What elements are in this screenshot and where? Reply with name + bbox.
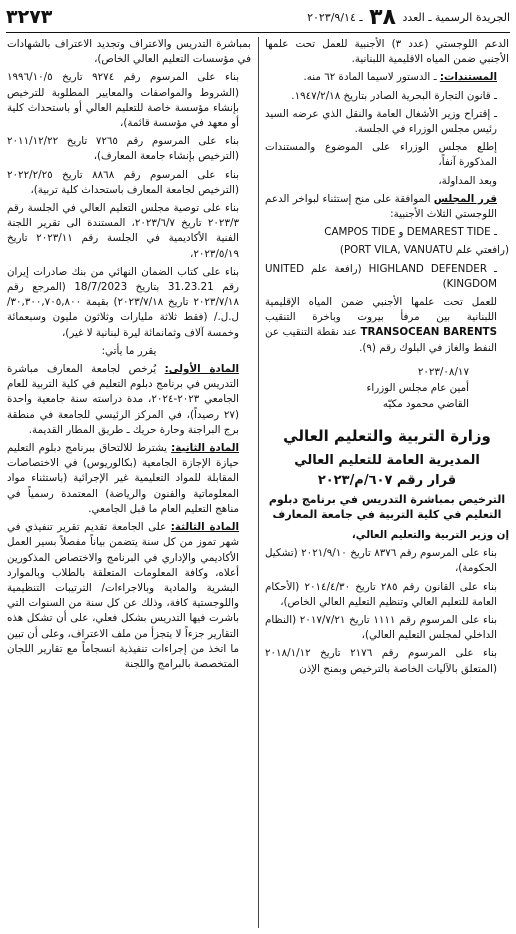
article-1-label: المادة الأولى: — [164, 363, 239, 376]
council-decision-text: الموافقة على منح إستثناء لبواخر الدعم اللوجستي الثلاث الأجنبية: — [265, 192, 497, 221]
signature-date: ٢٠٢٣/٠٨/١٧ — [417, 365, 469, 378]
decides-heading: يقرر ما يأتي: — [101, 344, 157, 357]
legal-basis: بناء على المرسوم رقم ٧٢٦٥ تاريخ ٢٠١١/١٢/٢٢ (الترخيص بإنشاء جامعة المعارف)، — [7, 135, 239, 163]
gazette-name: الجريدة الرسمية ـ العدد — [402, 10, 510, 24]
article-2-label: المادة الثانية: — [171, 442, 240, 455]
issue-date: ـ ٢٠٢٣/٩/١٤ — [307, 10, 363, 24]
minister-intro: إن وزير التربية والتعليم العالي، — [351, 529, 509, 542]
paragraph: ـ إقتراح وزير الأشغال العامة والنقل الذي عرضه السيد رئيس مجلس الوزراء في الجلسة. — [265, 107, 497, 136]
article-3-label: المادة الثالثة: — [170, 521, 239, 534]
signature-name: القاضي محمود مكيّه — [382, 397, 469, 410]
documents-line — [265, 70, 509, 85]
column-divider — [258, 37, 259, 928]
council-decision — [265, 192, 509, 222]
council-decision-label: قرر المجلس — [433, 192, 497, 205]
ship-names: CAMPOS TIDE و DEMAREST TIDE — [324, 226, 491, 239]
legal-basis: بناء على المرسوم رقم ٢١٧٦ تاريخ ٢٠١٨/١/١٢ (المتعلق بالآليات الخاصة بالترخيص وبمنح الإذن — [265, 647, 497, 675]
documents-item: ـ الدستور لاسيما المادة ٦٢ منه. — [303, 71, 440, 84]
ship-operation-text: للعمل تحت علمها الأجنبي ضمن المياه الإقليمية اللبنانية بين مرفأ بيروت وباخرة التنقيب — [265, 296, 497, 324]
legal-basis: بناء على القانون رقم ٢٨٥ تاريخ ٢٠١٤/٤/٣٠ (الأحكام العامة للتعليم العالي وتنظيم التعليم العالي الخاص)، — [265, 580, 497, 608]
ship-operation-text-end: عند نقطة التنقيب عن النفط والغاز في البلوك رقم (٩). — [265, 326, 497, 354]
paragraph: الدعم اللوجستي (عدد ٣) الأجنبية للعمل تحت علمها الأجنبي ضمن المياه الاقليمية اللبنانية. — [265, 38, 509, 66]
right-column — [265, 37, 509, 930]
signature-block — [265, 364, 509, 412]
article-1 — [7, 362, 251, 438]
decision-title: الترخيص بمباشرة التدريس في برنامج دبلوم التعليم في كلية التربية في جامعة المعارف — [268, 493, 506, 522]
article-3-text: على الجامعة تقديم تقرير تنفيذي في شهر تموز من كل سنة يتضمن بياناً مفصلاً بسير العمل الأكاديمي والإداري في البرنامج والاختصاص المذكورين أعلاه، وكافة المعلومات المتعلقة بالطلاب وبالموارد البشرية والمادية وبالاجراءات/ الترتيبات التنظيمية واللوجستية كافة، وذلك عن كل سنة من السنوات التي باشرت فيها التدريس بشكل فعلي، على أن تشكل هذه التقارير جزءاً لا يتجزأ من ملف الاعتراف، وعلى أن تبين ما اتخذ من إجراءات تنفيذية انسجاماً مع تقارير اللجان المتخصصة بالبرامج واللجنة — [7, 521, 239, 670]
drilling-ship-name: TRANSOCEAN BARENTS — [360, 326, 497, 339]
ship-prefix: ـ — [493, 226, 497, 239]
article-2-text: يشترط للالتحاق ببرنامج دبلوم التعليم حيازة الإجازة الجامعية (بكالوريوس) في الاختصاصات المقابلة للمواد التعليمية غير الإجرائية (باستثناء مواد المعلوماتية والفنون والرياضة) المعتمدة رسمياً في مناهج التعليم العام ما قبل الجامعي. — [7, 442, 239, 515]
legal-basis: بناء على توصية مجلس التعليم العالي في الجلسة رقم ٢٠٢٣/٣ تاريخ ٢٠٢٣/٦/٧، المستندة الى تقرير اللجنة الفنية الأكاديمية في الجلسة رقم ٢٠٢٣/١١ تاريخ ٢٠٢٣/٥/١٩، — [7, 202, 239, 260]
decision-number: قرار رقم ٦٠٧/م/٢٠٢٣ — [317, 472, 457, 488]
legal-basis: بناء على كتاب الضمان النهائي من بنك صادرات إيران رقم 31.23.21 بتاريخ 18/7/2023 (المرجع رقم ٢٠٢٣/٧/١٨ تاريخ ٢٠٢٣/٧/١٨) بقيمة ٣٠,٣٠٠,٧٠٥,٨٠٠/ ل.ل./ (فقط ثلاثة مليارات وثلاثون مليون وسبعمائة وخمسة آلاف وثمانمائة ليرة لبنانية لا غير)، — [7, 265, 239, 339]
page-header — [6, 2, 510, 32]
directorate-title: المديرية العامة للتعليم العالي — [294, 452, 480, 468]
paragraph: بمباشرة التدريس والاعتراف وتجديد الاعتراف بالشهادات في مؤسسات التعليم العالي الخاص)، — [7, 38, 251, 66]
issue-number: ٣٨ — [369, 4, 396, 30]
legal-basis: بناء على المرسوم رقم ١١١١ تاريخ ٢٠١٧/٧/٢١ (النظام الداخلي لمجلس التعليم العالي)، — [265, 614, 497, 642]
page-number: ٣٢٧٣ — [6, 6, 53, 28]
signature-title: أمين عام مجلس الوزراء — [366, 381, 469, 394]
article-1-text: يُرخص لجامعة المعارف مباشرة التدريس في برنامج دبلوم التعليم في كلية التربية للعام الجامعي ٢٠٢٣-٢٠٢٤، مدة دراسته سنة جامعية واحدة (٢٧ رصيداً)، في المركز الرئيسي للجامعة في منطقة برج البراجنة وحارة حريك ـ طريق المطار القديمة. — [7, 363, 240, 436]
left-column — [7, 37, 251, 930]
header-rule — [6, 32, 510, 33]
ship-item-1 — [265, 225, 509, 240]
ministry-title: وزارة التربية والتعليم العالي — [283, 426, 491, 445]
paragraph: وبعد المداولة، — [438, 174, 497, 187]
article-3 — [7, 520, 251, 672]
legal-basis: بناء على المرسوم رقم ٨٣٧٦ تاريخ ٢٠٢١/٩/١٠ (تشكيل الحكومة)، — [265, 547, 497, 575]
legal-basis: بناء على المرسوم رقم ٩٢٧٤ تاريخ ١٩٩٦/١٠/٥ (الشروط والمواصفات والمعايير المطلوبة للترخيص بإنشاء مؤسسة خاصة للتعليم العالي أو باستحداث كلية أو معهد في مؤسسة قائمة)، — [7, 71, 239, 130]
ship-operation — [265, 295, 509, 356]
legal-basis: بناء على المرسوم رقم ٨٨٦٨ تاريخ ٢٠٢٢/٢/٢٥ (الترخيص لجامعة المعارف باستحداث كلية تربية)، — [7, 168, 239, 196]
paragraph: إطلع مجلس الوزراء على الموضوع والمستندات المذكورة آنفاً، — [265, 141, 497, 169]
documents-label: المستندات: — [439, 71, 497, 84]
paragraph: ـ قانون التجارة البحرية الصادر بتاريخ ١٩٤٧/٢/١٨. — [291, 89, 497, 102]
article-2 — [7, 441, 251, 517]
ship-flag: (رافعتي علم PORT VILA, VANUATU) — [339, 244, 509, 257]
gazette-issue-info — [307, 5, 510, 30]
ship-item-2: ـ HIGHLAND DEFENDER (رافعة علم UNITED KINGDOM) — [265, 262, 497, 290]
